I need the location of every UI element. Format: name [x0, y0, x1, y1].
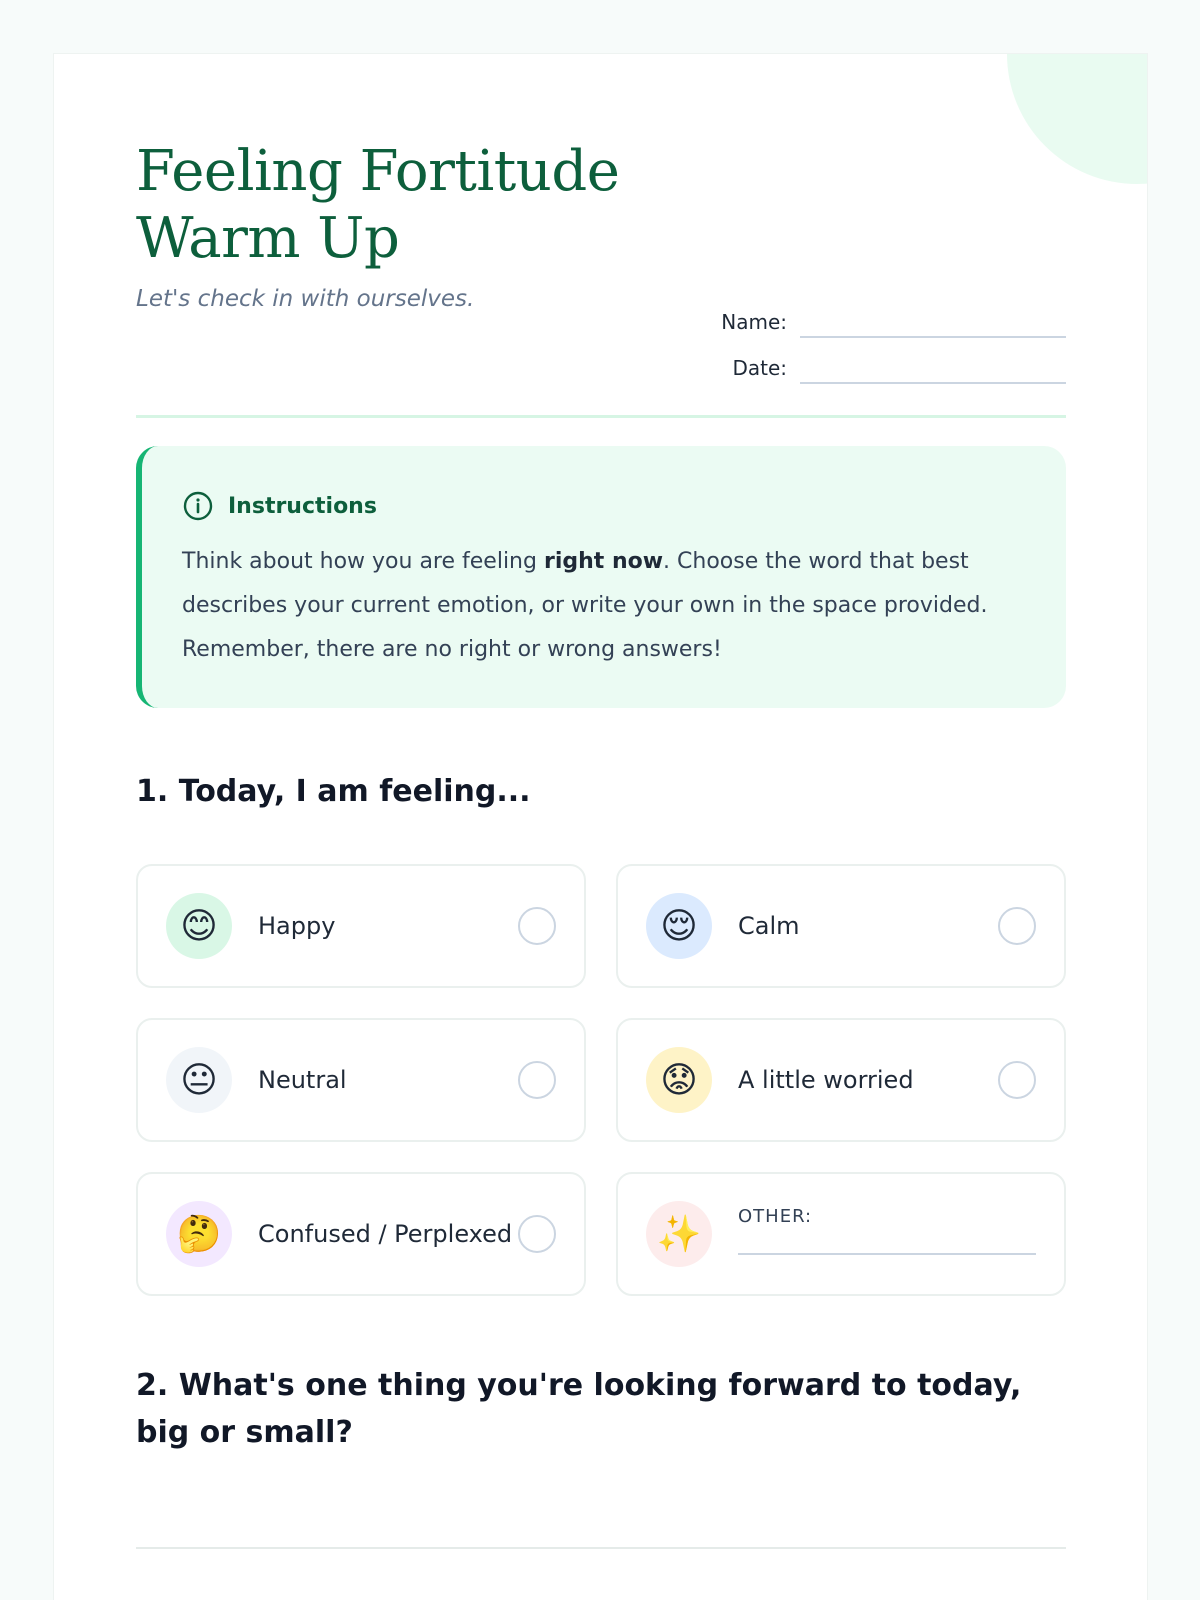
- name-date-fields: [696, 292, 1066, 384]
- sparkles-emoji-icon: ✨: [646, 1201, 712, 1267]
- calm-emoji-icon: 😌: [646, 893, 712, 959]
- radio-a-little-worried[interactable]: [998, 1061, 1036, 1099]
- worksheet-header: [136, 138, 1066, 418]
- question-2: 2. What's one thing you're looking forward to today, big or small?: [136, 1368, 1022, 1450]
- date-label: Date:: [732, 356, 787, 380]
- radio-confused[interactable]: [518, 1215, 556, 1253]
- feeling-options-grid: [136, 864, 1066, 1296]
- instructions-title: Instructions: [228, 493, 377, 519]
- worried-emoji-icon: 😟: [646, 1047, 712, 1113]
- option-label: Happy: [258, 912, 336, 940]
- option-a-little-worried[interactable]: [616, 1018, 1066, 1142]
- question-1: 1. Today, I am feeling...: [136, 774, 531, 809]
- title-line-1: Feeling Fortitude: [136, 139, 620, 204]
- instructions-text-start: Think about how you are feeling: [182, 549, 544, 574]
- option-confused[interactable]: [136, 1172, 586, 1296]
- option-calm[interactable]: [616, 864, 1066, 988]
- date-field[interactable]: [800, 354, 1066, 384]
- info-icon: [182, 490, 214, 522]
- question-2-answer-line[interactable]: [136, 1547, 1066, 1549]
- page-subtitle: Let's check in with ourselves.: [136, 286, 475, 312]
- name-row: [696, 292, 1066, 338]
- radio-calm[interactable]: [998, 907, 1036, 945]
- name-label: Name:: [721, 310, 787, 334]
- instructions-text-emphasis: right now: [543, 549, 664, 574]
- other-entry: [738, 1174, 1036, 1294]
- other-label: OTHER:: [738, 1205, 813, 1227]
- date-row: [696, 338, 1066, 384]
- option-label: Confused / Perplexed: [258, 1220, 513, 1248]
- option-other[interactable]: [616, 1172, 1066, 1296]
- option-label: Calm: [738, 912, 800, 940]
- page-title: [136, 138, 1066, 272]
- name-field[interactable]: [800, 308, 1066, 338]
- radio-happy[interactable]: [518, 907, 556, 945]
- option-label: A little worried: [738, 1066, 914, 1094]
- neutral-emoji-icon: 😐: [166, 1047, 232, 1113]
- thinking-emoji-icon: 🤔: [166, 1201, 232, 1267]
- radio-neutral[interactable]: [518, 1061, 556, 1099]
- instructions-box: [136, 446, 1066, 708]
- instructions-text-end: . Choose the word that best describes your current emotion, or write your own in the space provided. Remember, there are no right or wrong answers!: [182, 549, 988, 662]
- instructions-header: [182, 490, 1026, 522]
- worksheet-page: [53, 53, 1148, 1600]
- other-field[interactable]: [738, 1227, 1036, 1255]
- instructions-text: [182, 540, 1026, 672]
- option-neutral[interactable]: [136, 1018, 586, 1142]
- option-happy[interactable]: [136, 864, 586, 988]
- option-label: Neutral: [258, 1066, 347, 1094]
- title-line-2: Warm Up: [136, 206, 400, 271]
- happy-emoji-icon: 😊: [166, 893, 232, 959]
